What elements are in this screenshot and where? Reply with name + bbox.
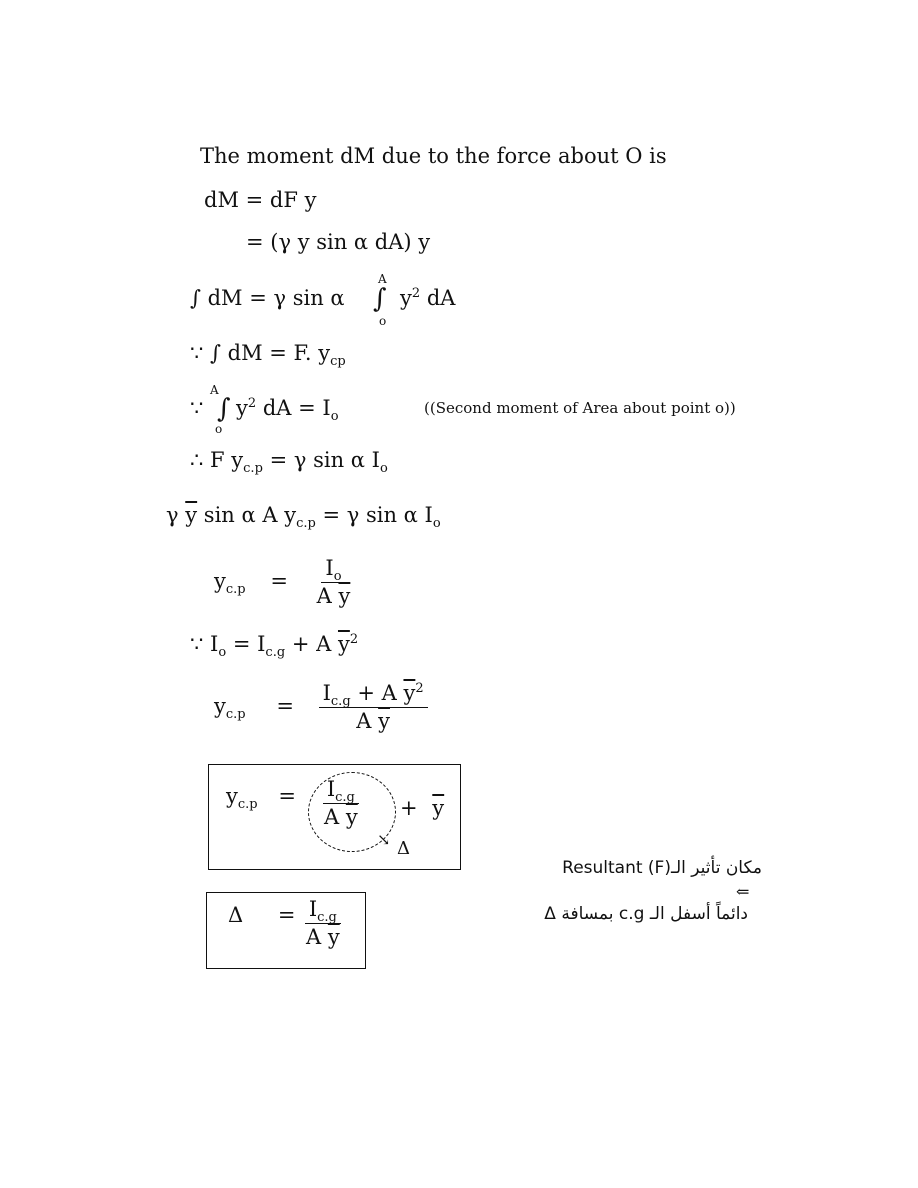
second-moment-upper-limit: A [210,383,219,397]
ycp-2-num-ybar: $\overline{y}$ [403,681,416,705]
arabic-note-line-2 [522,904,748,924]
fy-line [190,448,388,477]
delta-num-i: I [308,897,318,921]
integral-dm-line [190,288,345,309]
parallel-axis-lhs-sub: o [218,645,227,661]
parallel-axis-line [190,632,359,661]
integral-dm-lhs: ∫ dM = γ sin α [190,286,345,310]
ycp-1-numerator [321,558,345,583]
ycp-2-fraction [319,683,428,732]
parallel-axis-exponent: 2 [349,632,359,647]
fy-rhs: = γ sin α I [262,448,380,472]
parallel-axis-mid: = I [226,632,266,656]
gamma-rhs: = γ sin α I [315,503,433,527]
ycp-result-numerator [323,779,359,804]
second-moment-line [236,396,339,425]
fy-sub: c.p [243,461,263,477]
parallel-axis-ybar: $\overline{y}$ [337,632,350,656]
second-moment-note [424,401,736,416]
second-moment-sub: o [330,409,339,425]
integral-sign: ∫ [373,284,387,314]
because-symbol: ∵ [190,396,204,420]
dm-equation [204,190,316,211]
parallel-axis-plus: + A [285,632,332,656]
delta-equals: = [277,903,296,927]
ycp-1-lhs-sub: c.p [225,582,246,598]
moment-resultant-line [190,341,346,370]
y-bar: $\overline{y}$ [185,503,198,527]
ycp-1-num-i: I [325,556,334,580]
intro-text: The moment dM due to the force about O is [200,144,667,168]
ycp-result-num-sub: c.g [335,790,355,806]
delta-den-a: A [306,925,322,949]
gamma-rhs-sub: o [432,516,441,532]
gamma-lhs-sub: c.p [296,516,316,532]
ycp-2-numerator [319,683,428,708]
ycp-2-num-i: I [322,681,331,705]
delta-num-sub: c.g [317,910,337,926]
parallel-axis-mid-sub: c.g [265,645,286,661]
ycp-2-denominator [352,708,394,732]
ycp-2-num-sub: c.g [330,694,351,710]
second-moment-integral-sign: ∫ [217,394,231,424]
delta-numerator [305,899,341,924]
ycp-result-denominator [320,804,362,828]
ycp-1-den-a: A [316,584,332,608]
ycp-line-2 [214,683,432,732]
dm-expansion-text: = (γ y sin α dA) y [246,230,431,254]
arabic-note-line-1 [522,858,762,878]
moment-resultant-text: ∵ ∫ dM = F. y [190,341,331,365]
ycp-2-num-exponent: 2 [415,681,424,696]
ycp-2-lhs: y [214,694,226,718]
integral-lower-limit: o [379,314,387,328]
ycp-line-1 [214,558,358,607]
dm-expansion [246,232,430,253]
integral-exponent: 2 [411,286,421,301]
ycp-2-lhs-sub: c.p [225,707,246,723]
ycp-2-equals: = [276,694,294,718]
ycp-result-num-i: I [326,777,336,801]
note-arrow: ⇐ [736,882,750,901]
ycp-1-num-sub: o [333,569,342,585]
arabic-note-text-2: دائماً أسفل الـ c.g بمسافة Δ [544,904,748,924]
ycp-result-y: y [226,784,238,808]
second-moment-exponent: 2 [247,396,257,411]
ycp-result-equals: = [278,784,296,808]
gamma-symbol: γ [166,503,179,527]
ycp-result-fraction [320,779,362,828]
ycp-1-lhs: y [214,569,226,593]
ycp-1-fraction [313,558,355,607]
ycp-result-den-a: A [324,805,340,829]
second-moment-rhs: dA = I [256,396,331,420]
ycp-1-den-ybar: $\overline{y}$ [338,584,351,608]
ycp-result-lhs [226,784,296,813]
ycp-result-ybar: $\overline{y}$ [432,796,445,820]
second-moment-lower-limit: o [215,422,223,436]
moment-resultant-sub: cp [330,354,346,370]
dm-equation-text: dM = dF y [204,188,317,212]
gamma-line [166,503,441,532]
ycp-2-num-plus: + A [350,681,397,705]
intro-line [200,146,667,167]
delta-fraction [302,899,344,948]
delta-den-ybar: $\overline{y}$ [327,925,340,949]
integral-upper-limit: A [378,272,387,286]
ycp-result-sub: c.p [237,797,258,813]
second-moment-y: y [236,396,248,420]
delta-pointer-arrow: ↘ [377,830,391,849]
second-moment-note-text: ((Second moment of Area about point o)) [424,399,736,417]
fy-rhs-sub: o [379,461,388,477]
parallel-axis-lhs: ∵ I [190,632,219,656]
delta-definition-fraction-wrap [298,899,348,948]
ycp-result-den-ybar: $\overline{y}$ [345,805,358,829]
integral-y: y [400,286,412,310]
delta-denominator [302,924,344,948]
arabic-note-text-1: مكان تأثير الـResultant (F) [562,858,762,878]
ycp-result-rhs [400,798,444,819]
ycp-2-den-a: A [356,709,372,733]
integral-dm-rhs [400,288,455,309]
ycp-result-fraction-wrap [316,779,366,828]
delta-label: Δ [397,838,410,859]
ycp-result-plus: + [400,796,418,820]
ycp-1-equals: = [270,569,288,593]
delta-definition-lhs [228,905,295,926]
ycp-1-denominator [313,583,355,607]
integral-da: dA [420,286,456,310]
gamma-lhs: sin α A y [197,503,297,527]
fy-lhs: ∴ F y [190,448,244,472]
delta-symbol: Δ [228,903,244,927]
ycp-2-den-ybar: $\overline{y}$ [378,709,390,733]
